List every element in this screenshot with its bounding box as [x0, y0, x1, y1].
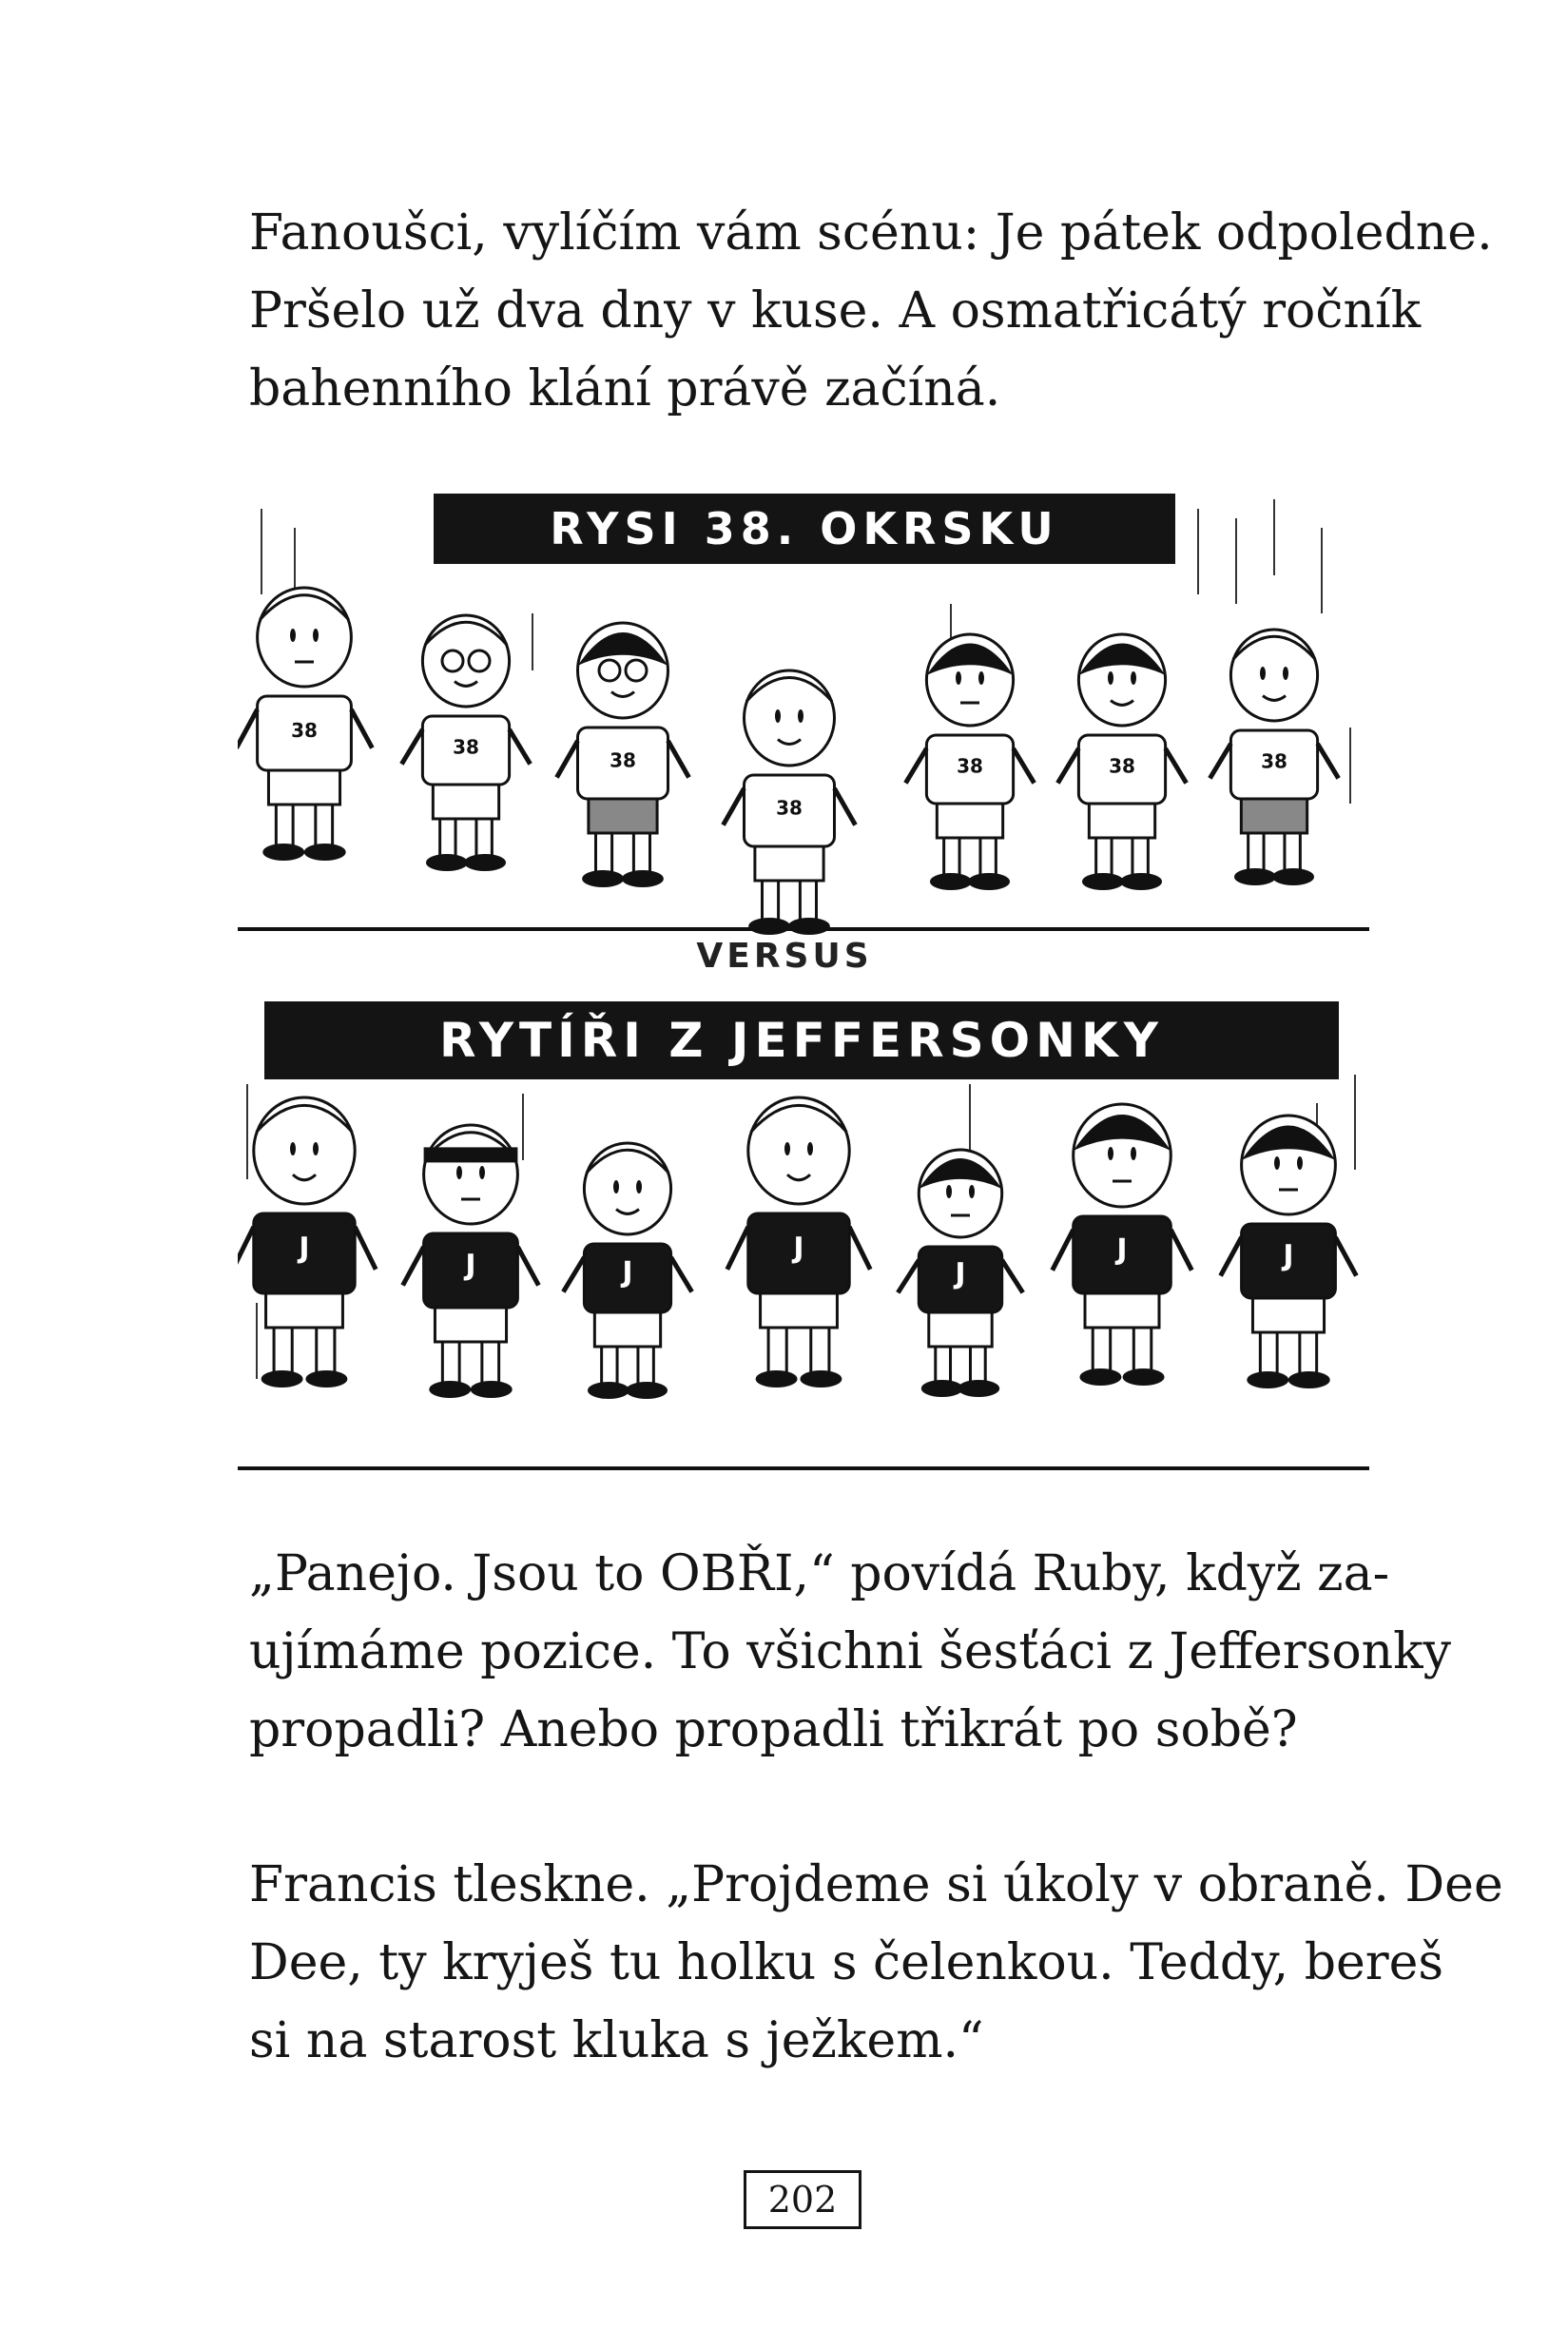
team2-players — [238, 1097, 1356, 1399]
shirt-label: 38 — [610, 748, 636, 772]
player-figure — [898, 1150, 1022, 1397]
text-line: si na starost kluka s ježkem.“ — [249, 2012, 984, 2069]
player-figure — [403, 1125, 539, 1398]
player-figure — [238, 588, 372, 861]
player-figure — [557, 623, 689, 887]
shirt-label: J — [793, 1232, 804, 1266]
player-figure — [1221, 1116, 1357, 1388]
paragraph-ruby — [249, 1535, 1451, 1769]
shirt-label: 38 — [776, 796, 803, 820]
shirt-label: J — [299, 1232, 310, 1266]
player-figure — [724, 670, 856, 935]
text-line: ujímáme pozice. To všichni šesťáci z Jeffersonky — [249, 1623, 1451, 1680]
shirt-label: 38 — [1109, 754, 1135, 778]
text-line: propadli? Anebo propadli třikrát po sobě? — [249, 1701, 1298, 1758]
shirt-label: 38 — [957, 754, 983, 778]
text-line: Francis tleskne. „Projdeme si úkoly v obraně. Dee — [249, 1856, 1503, 1913]
shirt-label: 38 — [291, 718, 318, 742]
shirt-label: J — [1283, 1238, 1294, 1272]
player-figure — [727, 1097, 870, 1387]
player-figure — [1057, 634, 1186, 890]
team2-illustration — [238, 1065, 1369, 1474]
versus-label: VERSUS — [696, 937, 873, 976]
player-figure — [401, 615, 530, 871]
shirt-label: 38 — [453, 735, 479, 759]
paragraph-intro — [249, 194, 1493, 428]
page-number: 202 — [744, 2170, 861, 2229]
text-line: „Panejo. Jsou to OBŘI,“ povídá Ruby, když za- — [249, 1545, 1390, 1602]
team1-players — [238, 588, 1339, 935]
shirt-label: J — [1116, 1232, 1128, 1267]
paragraph-francis — [249, 1846, 1503, 2080]
shirt-label: J — [622, 1255, 633, 1290]
player-figure — [563, 1143, 691, 1399]
player-figure — [1210, 630, 1338, 885]
player-figure — [905, 634, 1034, 890]
text-line: Pršelo už dva dny v kuse. A osmatřicátý ročník — [249, 282, 1422, 340]
player-figure — [238, 1097, 376, 1387]
text-line: bahenního klání právě začíná. — [249, 360, 1001, 417]
shirt-label: 38 — [1261, 749, 1287, 773]
team1-banner: RYSI 38. OKRSKU — [434, 494, 1175, 564]
shirt-label: J — [955, 1256, 966, 1290]
text-line: Fanoušci, vylíčím vám scénu: Je pátek odpoledne. — [249, 204, 1493, 262]
team1-illustration — [238, 490, 1369, 937]
player-figure — [1053, 1104, 1192, 1386]
team2-banner: RYTÍŘI Z JEFFERSONKY — [264, 1001, 1339, 1079]
shirt-label: J — [465, 1248, 476, 1282]
text-line: Dee, ty kryješ tu holku s čelenkou. Teddy, bereš — [249, 1934, 1444, 1991]
